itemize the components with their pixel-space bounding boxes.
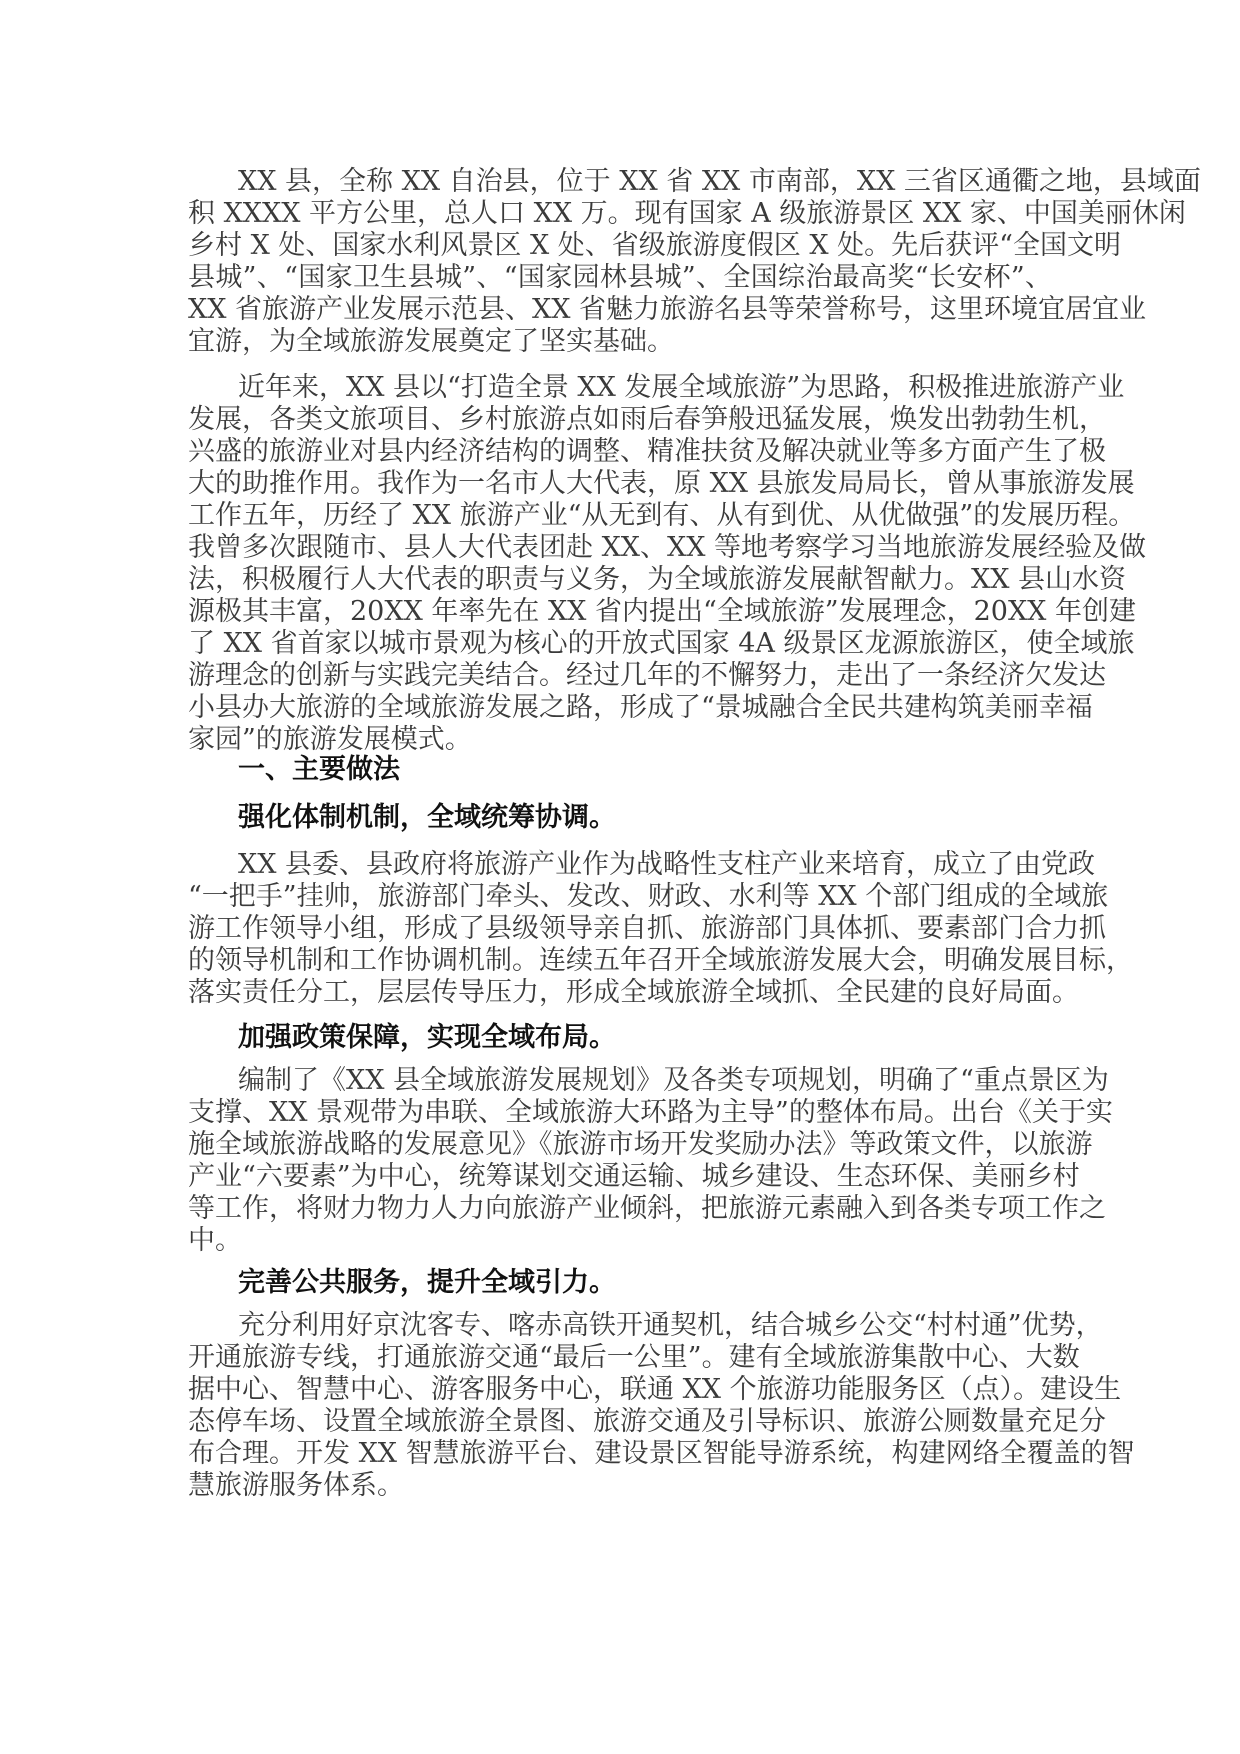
text-line: 产业“六要素”为中心，统筹谋划交通运输、城乡建设、生态环保、美丽乡村	[188, 1161, 1080, 1192]
text-line: 落实责任分工，层层传导压力，形成全域旅游全域抓、全民建的良好局面。	[188, 977, 1079, 1008]
paragraph	[188, 849, 1133, 1009]
paragraph	[188, 1065, 1113, 1257]
text-line: 游理念的创新与实践完美结合。经过几年的不懈努力，走出了一条经济欠发达	[188, 660, 1106, 691]
text-line: “一把手”挂帅，旅游部门牵头、发改、财政、水利等 XX 个部门组成的全域旅	[188, 881, 1109, 912]
text-line: 宜游，为全域旅游发展奠定了坚实基础。	[188, 326, 674, 357]
text-line: 我曾多次跟随市、县人大代表团赴 XX、XX 等地考察学习当地旅游发展经验及做	[188, 532, 1147, 563]
text-line: XX 县委、县政府将旅游产业作为战略性支柱产业来培育，成立了由党政	[238, 849, 1096, 880]
text-line: 布合理。开发 XX 智慧旅游平台、建设景区智能导游系统，构建网络全覆盖的智	[188, 1438, 1135, 1469]
section-heading	[188, 1267, 1052, 1299]
paragraph	[188, 1310, 1135, 1502]
section-heading	[188, 754, 1052, 786]
text-line: 中。	[188, 1225, 242, 1256]
text-line: 支撑、XX 景观带为串联、全域旅游大环路为主导”的整体布局。出台《关于实	[188, 1097, 1113, 1128]
text-line: 家园”的旅游发展模式。	[188, 724, 472, 755]
text-line: 的领导机制和工作协调机制。连续五年召开全域旅游发展大会，明确发展目标，	[188, 945, 1133, 976]
text-line: 发展，各类文旅项目、乡村旅游点如雨后春笋般迅猛发展，焕发出勃勃生机，	[188, 404, 1106, 435]
text-line: 大的助推作用。我作为一名市人大代表，原 XX 县旅发局局长，曾从事旅游发展	[188, 468, 1135, 499]
text-line: 兴盛的旅游业对县内经济结构的调整、精准扶贫及解决就业等多方面产生了极	[188, 436, 1106, 467]
text-line: 编制了《XX 县全域旅游发展规划》及各类专项规划，明确了“重点景区为	[238, 1065, 1109, 1096]
heading-text: 强化体制机制，全域统筹协调。	[238, 802, 616, 833]
text-line: XX 县，全称 XX 自治县，位于 XX 省 XX 市南部，XX 三省区通衢之地，县域面	[238, 166, 1201, 197]
text-line: 县城”、“国家卫生县城”、“国家园林县城”、全国综治最高奖“长安杯”、	[188, 262, 1052, 293]
paragraph	[188, 166, 1201, 358]
text-line: 近年来，XX 县以“打造全景 XX 发展全域旅游”为思路，积极推进旅游产业	[238, 372, 1125, 403]
heading-text: 加强政策保障，实现全域布局。	[238, 1022, 616, 1053]
text-line: 源极其丰富，20XX 年率先在 XX 省内提出“全域旅游”发展理念，20XX 年创建	[188, 596, 1136, 627]
text-line: 施全域旅游战略的发展意见》《旅游市场开发奖励办法》等政策文件，以旅游	[188, 1129, 1093, 1160]
paragraph	[188, 372, 1147, 756]
text-line: 了 XX 省首家以城市景观为核心的开放式国家 4A 级景区龙源旅游区，使全域旅	[188, 628, 1135, 659]
text-line: 法，积极履行人大代表的职责与义务，为全域旅游发展献智献力。XX 县山水资	[188, 564, 1127, 595]
text-line: 积 XXXX 平方公里，总人口 XX 万。现有国家 A 级旅游景区 XX 家、中国美丽休闲	[188, 198, 1186, 229]
text-line: 游工作领导小组，形成了县级领导亲自抓、旅游部门具体抓、要素部门合力抓	[188, 913, 1106, 944]
text-line: XX 省旅游产业发展示范县、XX 省魅力旅游名县等荣誉称号，这里环境宜居宜业	[188, 294, 1147, 325]
heading-text: 一、主要做法	[238, 754, 400, 785]
heading-text: 完善公共服务，提升全域引力。	[238, 1267, 616, 1298]
text-line: 开通旅游专线，打通旅游交通“最后一公里”。建有全域旅游集散中心、大数	[188, 1342, 1080, 1373]
text-line: 小县办大旅游的全域旅游发展之路，形成了“景城融合全民共建构筑美丽幸福	[188, 692, 1093, 723]
section-heading	[188, 802, 1052, 834]
text-line: 乡村 X 处、国家水利风景区 X 处、省级旅游度假区 X 处。先后获评“全国文明	[188, 230, 1121, 261]
text-line: 等工作，将财力物力人力向旅游产业倾斜，把旅游元素融入到各类专项工作之	[188, 1193, 1106, 1224]
text-line: 慧旅游服务体系。	[188, 1470, 404, 1501]
section-heading	[188, 1022, 1052, 1054]
text-line: 据中心、智慧中心、游客服务中心，联通 XX 个旅游功能服务区（点）。建设生	[188, 1374, 1122, 1405]
text-line: 充分利用好京沈客专、喀赤高铁开通契机，结合城乡公交“村村通”优势，	[238, 1310, 1103, 1341]
text-line: 工作五年，历经了 XX 旅游产业“从无到有、从有到优、从优做强”的发展历程。	[188, 500, 1136, 531]
text-line: 态停车场、设置全域旅游全景图、旅游交通及引导标识、旅游公厕数量充足分	[188, 1406, 1106, 1437]
